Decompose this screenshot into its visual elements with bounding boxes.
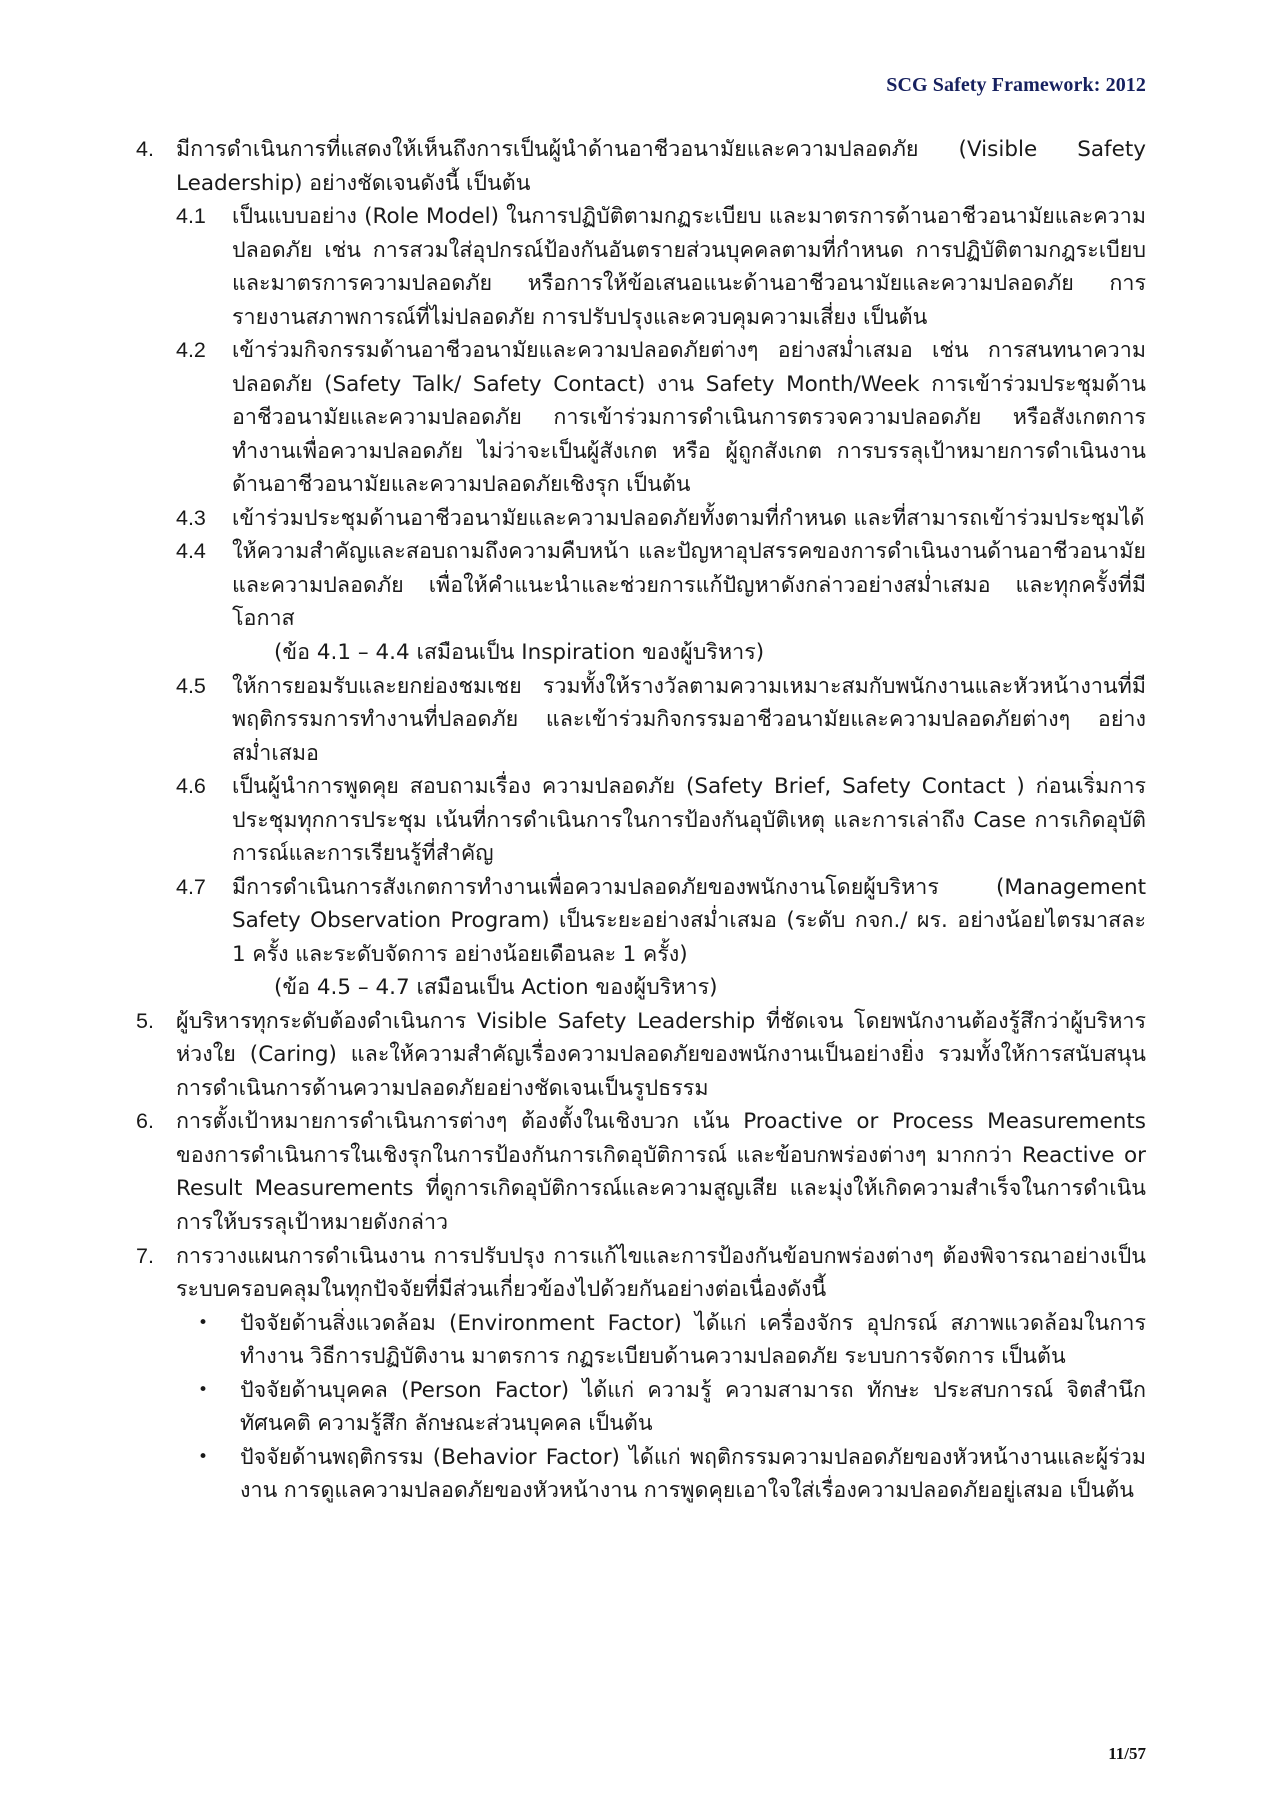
page-number: 11/57 (1108, 1744, 1146, 1763)
list-item (136, 1105, 1146, 1239)
list-item-text: เป็นแบบอย่าง (Role Model) ในการปฏิบัติตามกฏระเบียบ และมาตรการด้านอาชีวอนามัยและความปลอดภัย เช่น การสวมใส่อุปกรณ์ป้องกันอันตรายส่วนบุคคลตามที่กำหนด การปฏิบัติตามกฎระเบียบ และมาตรการความปลอดภัย หรือการให้ข้อเสนอแนะด้านอาชีวอนามัยและความปลอดภัย การรายงานสภาพการณ์ที่ไม่ปลอดภัย การปรับปรุงและควบคุมความเสี่ยง เป็นต้น (232, 204, 1146, 330)
list-item (176, 502, 1146, 536)
bullet-icon: • (198, 1446, 209, 1467)
list-marker: 4. (136, 137, 154, 161)
list-item-text: ผู้บริหารทุกระดับต้องดำเนินการ Visible Safety Leadership ที่ชัดเจน โดยพนักงานต้องรู้สึกว่าผู้บริหารห่วงใย (Caring) และให้ความสำคัญเรื่องความปลอดภัยของพนักงานเป็นอย่างยิ่ง รวมทั้งให้การสนับสนุนการดำเนินการด้านความปลอดภัยอย่างชัดเจนเป็นรูปธรรม (176, 1008, 1146, 1101)
list-item-text: เข้าร่วมประชุมด้านอาชีวอนามัยและความปลอดภัยทั้งตามที่กำหนด และที่สามารถเข้าร่วมประชุมได้ (232, 505, 1145, 531)
bullet-icon: • (198, 1379, 209, 1400)
list-item (176, 535, 1146, 636)
list-item (176, 334, 1146, 502)
list-item-text: เป็นผู้นำการพูดคุย สอบถามเรื่อง ความปลอดภัย (Safety Brief, Safety Contact ) ก่อนเริ่มการประชุมทุกการประชุม เน้นที่การดำเนินการในการป้องกันอุบัติเหตุ และการเล่าถึง Case การเกิดอุบัติการณ์และการเรียนรู้ที่สำคัญ (232, 774, 1146, 867)
list-item (176, 670, 1146, 771)
list-marker: 7. (136, 1243, 154, 1268)
list-marker: 4.4 (176, 539, 206, 564)
list-item-text: ให้ความสำคัญและสอบถามถึงความคืบหน้า และปัญหาอุปสรรคของการดำเนินงานด้านอาชีวอนามัยและความปลอดภัย เพื่อให้คำแนะนำและช่วยการแก้ปัญหาดังกล่าวอย่างสม่ำเสมอ และทุกครั้งที่มีโอกาส (232, 539, 1146, 632)
list-item (198, 1307, 1146, 1374)
list-item (198, 1441, 1146, 1508)
bullet-icon: • (198, 1312, 209, 1333)
list-marker: 4.1 (176, 204, 206, 229)
list-marker: 5. (136, 1008, 154, 1033)
list-item (176, 200, 1146, 334)
inspiration-note: (ข้อ 4.1 – 4.4 เสมือนเป็น Inspiration ของผู้บริหาร) (274, 639, 765, 665)
list-marker: 4.5 (176, 673, 206, 698)
list-item-text: การวางแผนการดำเนินงาน การปรับปรุง การแก้ไขและการป้องกันข้อบกพร่องต่างๆ ต้องพิจารณาอย่างเป็นระบบครอบคลุมในทุกปัจจัยที่มีส่วนเกี่ยวข้องไปด้วยกันอย่างต่อเนื่องดังนี้ (176, 1243, 1146, 1303)
list-item-text: ให้การยอมรับและยกย่องชมเชย รวมทั้งให้รางวัลตามความเหมาะสมกับพนักงานและหัวหน้างานที่มี พฤติกรรมการทำงานที่ปลอดภัย และเข้าร่วมกิจกรรมอาชีวอนามัยและความปลอดภัยต่างๆ อย่างสม่ำเสมอ (232, 673, 1146, 766)
list-marker: 4.3 (176, 505, 206, 530)
list-item (176, 871, 1146, 972)
list-marker: 4.2 (176, 338, 206, 363)
list-item (136, 133, 1146, 200)
list-item-text: ปัจจัยด้านบุคคล (Person Factor) ได้แก่ ความรู้ ความสามารถ ทักษะ ประสบการณ์ จิตสำนึก ทัศนคติ ความรู้สึก ลักษณะส่วนบุคคล เป็นต้น (240, 1377, 1146, 1437)
list-item (176, 770, 1146, 871)
list-item-text: ปัจจัยด้านสิ่งแวดล้อม (Environment Factor) ได้แก่ เครื่องจักร อุปกรณ์ สภาพแวดล้อมในการทำงาน วิธีการปฏิบัติงาน มาตรการ กฏระเบียบด้านความปลอดภัย ระบบการจัดการ เป็นต้น (240, 1310, 1146, 1370)
list-item (136, 1240, 1146, 1307)
document-body (136, 133, 1146, 1508)
list-item (198, 1374, 1146, 1441)
list-marker: 6. (136, 1109, 154, 1134)
list-item-text: การตั้งเป้าหมายการดำเนินการต่างๆ ต้องตั้งในเชิงบวก เน้น Proactive or Process Measurements ของการดำเนินการในเชิงรุกในการป้องกันการเกิดอุบัติการณ์ และข้อบกพร่องต่างๆ มากกว่า Reactive or Result Measurements ที่ดูการเกิดอุบัติการณ์และความสูญเสีย และมุ่งให้เกิดความสำเร็จในการดำเนินการให้บรรลุเป้าหมายดังกล่าว (176, 1109, 1146, 1235)
list-marker: 4.6 (176, 774, 206, 799)
list-item-text: มีการดำเนินการสังเกตการทำงานเพื่อความปลอดภัยของพนักงานโดยผู้บริหาร (Management Safety Observation Program) เป็นระยะอย่างสม่ำเสมอ (ระดับ กจก./ ผร. อย่างน้อยไตรมาสละ 1 ครั้ง และระดับจัดการ อย่างน้อยเดือนละ 1 ครั้ง) (232, 874, 1146, 967)
list-item-text: มีการดำเนินการที่แสดงให้เห็นถึงการเป็นผู้นำด้านอาชีวอนามัยและความปลอดภัย (Visible Safety Leadership) อย่างชัดเจนดังนี้ เป็นต้น (176, 137, 1146, 196)
list-marker: 4.7 (176, 874, 206, 899)
list-item (136, 1005, 1146, 1106)
action-note: (ข้อ 4.5 – 4.7 เสมือนเป็น Action ของผู้บริหาร) (274, 975, 718, 1001)
document-header-title: SCG Safety Framework: 2012 (886, 74, 1146, 96)
list-item-text: ปัจจัยด้านพฤติกรรม (Behavior Factor) ได้แก่ พฤติกรรมความปลอดภัยของหัวหน้างานและผู้ร่วมงาน การดูแลความปลอดภัยของหัวหน้างาน การพูดคุยเอาใจใส่เรื่องความปลอดภัยอยู่เสมอ เป็นต้น (240, 1444, 1146, 1504)
list-item-text: เข้าร่วมกิจกรรมด้านอาชีวอนามัยและความปลอดภัยต่างๆ อย่างสม่ำเสมอ เช่น การสนทนาความปลอดภัย (Safety Talk/ Safety Contact) งาน Safety Month/Week การเข้าร่วมประชุมด้านอาชีวอนามัยและความปลอดภัย การเข้าร่วมการดำเนินการตรวจความปลอดภัย หรือสังเกตการทำงานเพื่อความปลอดภัย ไม่ว่าจะเป็นผู้สังเกต หรือ ผู้ถูกสังเกต การบรรลุเป้าหมายการดำเนินงานด้านอาชีวอนามัยและความปลอดภัยเชิงรุก เป็นต้น (232, 338, 1146, 498)
